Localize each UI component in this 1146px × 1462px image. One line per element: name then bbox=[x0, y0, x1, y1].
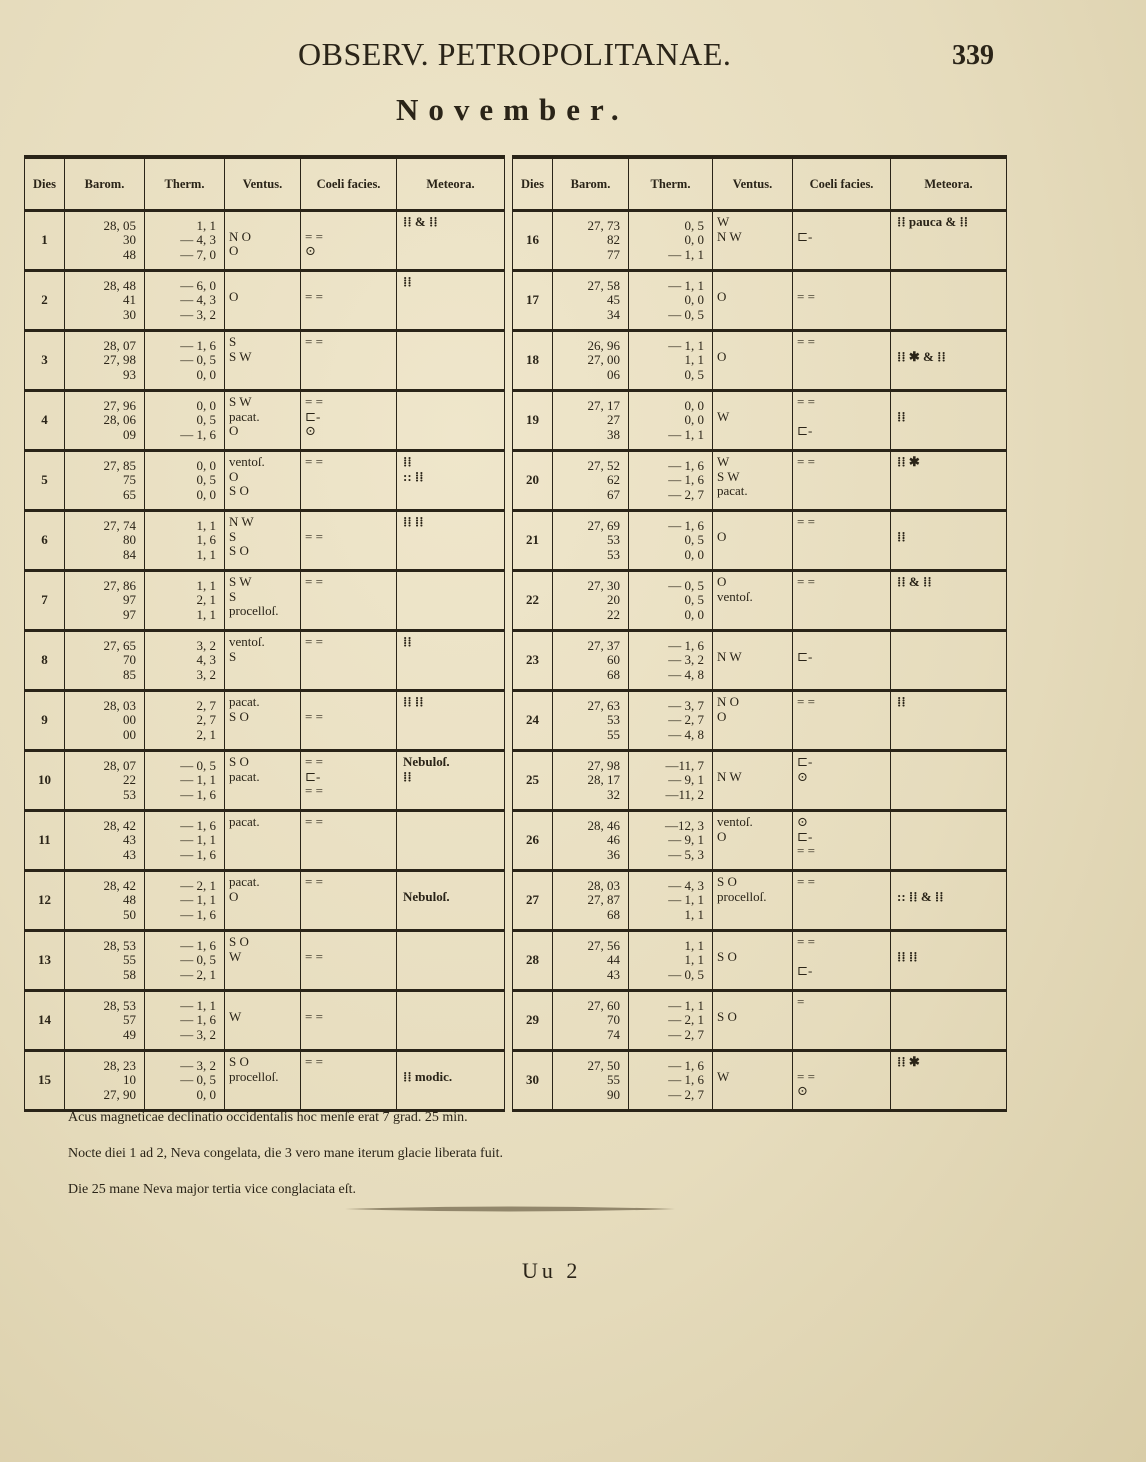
col-coeli: Coeli facies. bbox=[301, 157, 397, 211]
table-row bbox=[513, 571, 1007, 631]
sky-cell: = bbox=[793, 991, 891, 1051]
col-ventus: Ventus. bbox=[225, 157, 301, 211]
thermometer-cell: 1, 1 — 4, 3 — 7, 0 bbox=[145, 211, 225, 271]
sky-cell: = = ⊏- bbox=[793, 931, 891, 991]
table-row bbox=[25, 931, 505, 991]
table-row bbox=[513, 931, 1007, 991]
sky-cell: = = bbox=[301, 331, 397, 391]
meteora-cell: Nebuloſ. bbox=[397, 871, 505, 931]
barometer-cell: 28, 42 48 50 bbox=[65, 871, 145, 931]
barometer-cell: 27, 73 82 77 bbox=[553, 211, 629, 271]
table-row bbox=[25, 631, 505, 691]
col-therm: Therm. bbox=[629, 157, 713, 211]
thermometer-cell: 2, 7 2, 7 2, 1 bbox=[145, 691, 225, 751]
day-cell: 24 bbox=[513, 691, 553, 751]
day-cell: 22 bbox=[513, 571, 553, 631]
day-cell: 15 bbox=[25, 1051, 65, 1111]
barometer-cell: 28, 46 46 36 bbox=[553, 811, 629, 871]
day-cell: 1 bbox=[25, 211, 65, 271]
wind-cell: O bbox=[713, 511, 793, 571]
barometer-cell: 27, 58 45 34 bbox=[553, 271, 629, 331]
meteora-cell bbox=[891, 811, 1007, 871]
col-meteora: Meteora. bbox=[891, 157, 1007, 211]
thermometer-cell: — 0, 5 0, 5 0, 0 bbox=[629, 571, 713, 631]
day-cell: 12 bbox=[25, 871, 65, 931]
meteora-cell: ⁞⁞ bbox=[891, 391, 1007, 451]
sky-cell: ⊙ ⊏- = = bbox=[793, 811, 891, 871]
thermometer-cell: — 1, 1 — 2, 1 — 2, 7 bbox=[629, 991, 713, 1051]
table-row bbox=[25, 691, 505, 751]
thermometer-cell: 0, 0 0, 0 — 1, 1 bbox=[629, 391, 713, 451]
sky-cell: = = bbox=[301, 811, 397, 871]
barometer-cell: 28, 53 55 58 bbox=[65, 931, 145, 991]
table-row bbox=[513, 871, 1007, 931]
sky-cell: ⊏- ⊙ bbox=[793, 751, 891, 811]
col-coeli: Coeli facies. bbox=[793, 157, 891, 211]
table-row bbox=[25, 991, 505, 1051]
meteora-cell bbox=[397, 391, 505, 451]
barometer-cell: 28, 05 30 48 bbox=[65, 211, 145, 271]
sky-cell: = = ⊏- bbox=[793, 391, 891, 451]
thermometer-cell: — 1, 6 — 1, 6 — 2, 7 bbox=[629, 451, 713, 511]
barometer-cell: 28, 07 22 53 bbox=[65, 751, 145, 811]
barometer-cell: 27, 96 28, 06 09 bbox=[65, 391, 145, 451]
wind-cell: ventoſ. O S O bbox=[225, 451, 301, 511]
meteora-cell: ⁞⁞ ⁞⁞ bbox=[397, 691, 505, 751]
thermometer-cell: — 2, 1 — 1, 1 — 1, 6 bbox=[145, 871, 225, 931]
thermometer-cell: — 3, 2 — 0, 5 0, 0 bbox=[145, 1051, 225, 1111]
barometer-cell: 28, 23 10 27, 90 bbox=[65, 1051, 145, 1111]
meteora-cell: ⁞⁞ bbox=[891, 511, 1007, 571]
barometer-cell: 27, 60 70 74 bbox=[553, 991, 629, 1051]
barometer-cell: 27, 86 97 97 bbox=[65, 571, 145, 631]
wind-cell: N W bbox=[713, 751, 793, 811]
day-cell: 13 bbox=[25, 931, 65, 991]
observations-table-right bbox=[512, 155, 1007, 1112]
day-cell: 11 bbox=[25, 811, 65, 871]
day-cell: 10 bbox=[25, 751, 65, 811]
day-cell: 20 bbox=[513, 451, 553, 511]
meteora-cell bbox=[397, 991, 505, 1051]
wind-cell: W S W pacat. bbox=[713, 451, 793, 511]
barometer-cell: 27, 69 53 53 bbox=[553, 511, 629, 571]
month-title: November. bbox=[396, 92, 629, 127]
meteora-cell bbox=[891, 271, 1007, 331]
meteora-cell: :: ⁞⁞ & ⁞⁞ bbox=[891, 871, 1007, 931]
wind-cell: N W bbox=[713, 631, 793, 691]
barometer-cell: 27, 74 80 84 bbox=[65, 511, 145, 571]
meteora-cell: ⁞⁞ ✱ bbox=[891, 451, 1007, 511]
sky-cell: = = bbox=[301, 511, 397, 571]
thermometer-cell: 0, 0 0, 5 — 1, 6 bbox=[145, 391, 225, 451]
barometer-cell: 28, 03 00 00 bbox=[65, 691, 145, 751]
wind-cell: S O procelloſ. bbox=[713, 871, 793, 931]
sky-cell: ⊏- bbox=[793, 211, 891, 271]
table-row bbox=[25, 571, 505, 631]
sky-cell: = = bbox=[301, 991, 397, 1051]
table-row bbox=[25, 811, 505, 871]
table-row bbox=[513, 991, 1007, 1051]
meteora-cell bbox=[891, 631, 1007, 691]
barometer-cell: 28, 03 27, 87 68 bbox=[553, 871, 629, 931]
col-meteora: Meteora. bbox=[397, 157, 505, 211]
wind-cell: S O procelloſ. bbox=[225, 1051, 301, 1111]
sky-cell: = = bbox=[301, 931, 397, 991]
barometer-cell: 28, 53 57 49 bbox=[65, 991, 145, 1051]
day-cell: 3 bbox=[25, 331, 65, 391]
meteora-cell: ⁞⁞ ✱ & ⁞⁞ bbox=[891, 331, 1007, 391]
sky-cell: = = ⊏- ⊙ bbox=[301, 391, 397, 451]
note-neva-refreeze: Die 25 mane Neva major tertia vice conglaciata eſt. bbox=[68, 1182, 357, 1197]
ornament-rule bbox=[340, 1204, 680, 1214]
col-therm: Therm. bbox=[145, 157, 225, 211]
table-row bbox=[513, 511, 1007, 571]
meteora-cell: ⁞⁞ bbox=[397, 631, 505, 691]
sky-cell: = = bbox=[793, 511, 891, 571]
thermometer-cell: 3, 2 4, 3 3, 2 bbox=[145, 631, 225, 691]
meteora-cell: ⁞⁞ bbox=[397, 271, 505, 331]
thermometer-cell: — 1, 6 — 1, 1 — 1, 6 bbox=[145, 811, 225, 871]
barometer-cell: 27, 85 75 65 bbox=[65, 451, 145, 511]
day-cell: 19 bbox=[513, 391, 553, 451]
barometer-cell: 27, 63 53 55 bbox=[553, 691, 629, 751]
thermometer-cell: — 1, 1 0, 0 — 0, 5 bbox=[629, 271, 713, 331]
sky-cell: = = bbox=[793, 871, 891, 931]
barometer-cell: 26, 96 27, 00 06 bbox=[553, 331, 629, 391]
barometer-cell: 28, 42 43 43 bbox=[65, 811, 145, 871]
sky-cell: = = bbox=[793, 691, 891, 751]
wind-cell: pacat. O bbox=[225, 871, 301, 931]
barometer-cell: 27, 56 44 43 bbox=[553, 931, 629, 991]
meteora-cell: Nebuloſ. ⁞⁞ bbox=[397, 751, 505, 811]
thermometer-cell: — 1, 6 — 0, 5 — 2, 1 bbox=[145, 931, 225, 991]
wind-cell: ventoſ. S bbox=[225, 631, 301, 691]
wind-cell: N W S S O bbox=[225, 511, 301, 571]
thermometer-cell: 1, 1 2, 1 1, 1 bbox=[145, 571, 225, 631]
thermometer-cell: — 1, 1 1, 1 0, 5 bbox=[629, 331, 713, 391]
day-cell: 2 bbox=[25, 271, 65, 331]
thermometer-cell: — 1, 6 — 0, 5 0, 0 bbox=[145, 331, 225, 391]
sky-cell: = = bbox=[793, 571, 891, 631]
wind-cell: W bbox=[713, 1051, 793, 1111]
barometer-cell: 27, 37 60 68 bbox=[553, 631, 629, 691]
signature-mark: Uu 2 bbox=[522, 1258, 582, 1283]
meteora-cell: ⁞⁞ ⁞⁞ bbox=[397, 511, 505, 571]
meteora-cell bbox=[891, 751, 1007, 811]
wind-cell: O bbox=[225, 271, 301, 331]
thermometer-cell: — 1, 6 — 1, 6 — 2, 7 bbox=[629, 1051, 713, 1111]
table-row bbox=[513, 331, 1007, 391]
table-row bbox=[25, 391, 505, 451]
header-row bbox=[513, 157, 1007, 211]
thermometer-cell: — 3, 7 — 2, 7 — 4, 8 bbox=[629, 691, 713, 751]
thermometer-cell: 0, 5 0, 0 — 1, 1 bbox=[629, 211, 713, 271]
sky-cell: = = bbox=[301, 691, 397, 751]
wind-cell: N O O bbox=[225, 211, 301, 271]
sky-cell: = = bbox=[301, 451, 397, 511]
barometer-cell: 27, 98 28, 17 32 bbox=[553, 751, 629, 811]
meteora-cell: ⁞⁞ bbox=[891, 691, 1007, 751]
barometer-cell: 27, 65 70 85 bbox=[65, 631, 145, 691]
table-row bbox=[25, 331, 505, 391]
day-cell: 16 bbox=[513, 211, 553, 271]
wind-cell: N O O bbox=[713, 691, 793, 751]
day-cell: 25 bbox=[513, 751, 553, 811]
wind-cell: S S W bbox=[225, 331, 301, 391]
header-row bbox=[25, 157, 505, 211]
sky-cell: = = bbox=[793, 331, 891, 391]
day-cell: 18 bbox=[513, 331, 553, 391]
col-ventus: Ventus. bbox=[713, 157, 793, 211]
day-cell: 17 bbox=[513, 271, 553, 331]
meteora-cell: ⁞⁞ & ⁞⁞ bbox=[397, 211, 505, 271]
sky-cell: = = bbox=[793, 451, 891, 511]
table-row bbox=[513, 451, 1007, 511]
day-cell: 30 bbox=[513, 1051, 553, 1111]
table-row bbox=[25, 751, 505, 811]
observations-table-left bbox=[24, 155, 505, 1112]
thermometer-cell: 1, 1 1, 1 — 0, 5 bbox=[629, 931, 713, 991]
table-row bbox=[25, 451, 505, 511]
sky-cell: = = ⊙ bbox=[793, 1051, 891, 1111]
sky-cell: = = ⊏- = = bbox=[301, 751, 397, 811]
thermometer-cell: — 6, 0 — 4, 3 — 3, 2 bbox=[145, 271, 225, 331]
table-row bbox=[25, 271, 505, 331]
sky-cell: = = bbox=[301, 271, 397, 331]
meteora-cell: ⁞⁞ ⁞⁞ bbox=[891, 931, 1007, 991]
running-head: OBSERV. PETROPOLITANAE. bbox=[298, 36, 732, 72]
sky-cell: = = bbox=[301, 1051, 397, 1111]
table-row bbox=[513, 391, 1007, 451]
barometer-cell: 27, 17 27 38 bbox=[553, 391, 629, 451]
wind-cell: W bbox=[713, 391, 793, 451]
day-cell: 5 bbox=[25, 451, 65, 511]
barometer-cell: 28, 07 27, 98 93 bbox=[65, 331, 145, 391]
meteora-cell bbox=[891, 991, 1007, 1051]
day-cell: 7 bbox=[25, 571, 65, 631]
col-dies: Dies bbox=[25, 157, 65, 211]
col-dies: Dies bbox=[513, 157, 553, 211]
day-cell: 21 bbox=[513, 511, 553, 571]
thermometer-cell: —12, 3 — 9, 1 — 5, 3 bbox=[629, 811, 713, 871]
thermometer-cell: 0, 0 0, 5 0, 0 bbox=[145, 451, 225, 511]
col-barom: Barom. bbox=[65, 157, 145, 211]
table-row bbox=[25, 511, 505, 571]
day-cell: 27 bbox=[513, 871, 553, 931]
barometer-cell: 27, 50 55 90 bbox=[553, 1051, 629, 1111]
meteora-cell: ⁞⁞ ✱ bbox=[891, 1051, 1007, 1111]
table-row bbox=[513, 751, 1007, 811]
thermometer-cell: — 1, 6 0, 5 0, 0 bbox=[629, 511, 713, 571]
meteora-cell: ⁞⁞ pauca & ⁞⁞ bbox=[891, 211, 1007, 271]
table-row bbox=[25, 211, 505, 271]
barometer-cell: 28, 48 41 30 bbox=[65, 271, 145, 331]
thermometer-cell: — 0, 5 — 1, 1 — 1, 6 bbox=[145, 751, 225, 811]
note-declination: Acus magneticae declinatio occidentalis hoc menſe erat 7 grad. 25 min. bbox=[68, 1110, 468, 1125]
footnotes bbox=[68, 1100, 968, 1208]
sky-cell: ⊏- bbox=[793, 631, 891, 691]
day-cell: 28 bbox=[513, 931, 553, 991]
meteora-cell bbox=[397, 331, 505, 391]
thermometer-cell: — 4, 3 — 1, 1 1, 1 bbox=[629, 871, 713, 931]
wind-cell: O bbox=[713, 331, 793, 391]
wind-cell: O bbox=[713, 271, 793, 331]
day-cell: 14 bbox=[25, 991, 65, 1051]
meteora-cell bbox=[397, 931, 505, 991]
wind-cell: ventoſ. O bbox=[713, 811, 793, 871]
wind-cell: pacat. bbox=[225, 811, 301, 871]
meteora-cell: ⁞⁞ & ⁞⁞ bbox=[891, 571, 1007, 631]
day-cell: 26 bbox=[513, 811, 553, 871]
page-number: 339 bbox=[952, 40, 994, 71]
day-cell: 23 bbox=[513, 631, 553, 691]
wind-cell: W N W bbox=[713, 211, 793, 271]
wind-cell: pacat. S O bbox=[225, 691, 301, 751]
wind-cell: S W S procelloſ. bbox=[225, 571, 301, 631]
wind-cell: W bbox=[225, 991, 301, 1051]
barometer-cell: 27, 52 62 67 bbox=[553, 451, 629, 511]
thermometer-cell: — 1, 1 — 1, 6 — 3, 2 bbox=[145, 991, 225, 1051]
table-row bbox=[513, 691, 1007, 751]
meteora-cell bbox=[397, 571, 505, 631]
wind-cell: S O pacat. bbox=[225, 751, 301, 811]
day-cell: 9 bbox=[25, 691, 65, 751]
wind-cell: S O W bbox=[225, 931, 301, 991]
sky-cell: = = bbox=[793, 271, 891, 331]
sky-cell: = = bbox=[301, 631, 397, 691]
day-cell: 6 bbox=[25, 511, 65, 571]
wind-cell: S O bbox=[713, 991, 793, 1051]
table-row bbox=[25, 871, 505, 931]
sky-cell: = = bbox=[301, 571, 397, 631]
thermometer-cell: 1, 1 1, 6 1, 1 bbox=[145, 511, 225, 571]
wind-cell: S O bbox=[713, 931, 793, 991]
sky-cell: = = bbox=[301, 871, 397, 931]
day-cell: 4 bbox=[25, 391, 65, 451]
sky-cell: = = ⊙ bbox=[301, 211, 397, 271]
day-cell: 8 bbox=[25, 631, 65, 691]
day-cell: 29 bbox=[513, 991, 553, 1051]
meteora-cell: ⁞⁞ modic. bbox=[397, 1051, 505, 1111]
table-row bbox=[513, 271, 1007, 331]
meteora-cell bbox=[397, 811, 505, 871]
table-row bbox=[513, 631, 1007, 691]
thermometer-cell: — 1, 6 — 3, 2 — 4, 8 bbox=[629, 631, 713, 691]
barometer-cell: 27, 30 20 22 bbox=[553, 571, 629, 631]
table-row bbox=[513, 211, 1007, 271]
thermometer-cell: —11, 7 — 9, 1 —11, 2 bbox=[629, 751, 713, 811]
meteora-cell: ⁞⁞ :: ⁞⁞ bbox=[397, 451, 505, 511]
table-row bbox=[513, 811, 1007, 871]
wind-cell: O ventoſ. bbox=[713, 571, 793, 631]
col-barom: Barom. bbox=[553, 157, 629, 211]
wind-cell: S W pacat. O bbox=[225, 391, 301, 451]
note-neva-freeze: Nocte diei 1 ad 2, Neva congelata, die 3 vero mane iterum glacie liberata fuit. bbox=[68, 1146, 503, 1161]
